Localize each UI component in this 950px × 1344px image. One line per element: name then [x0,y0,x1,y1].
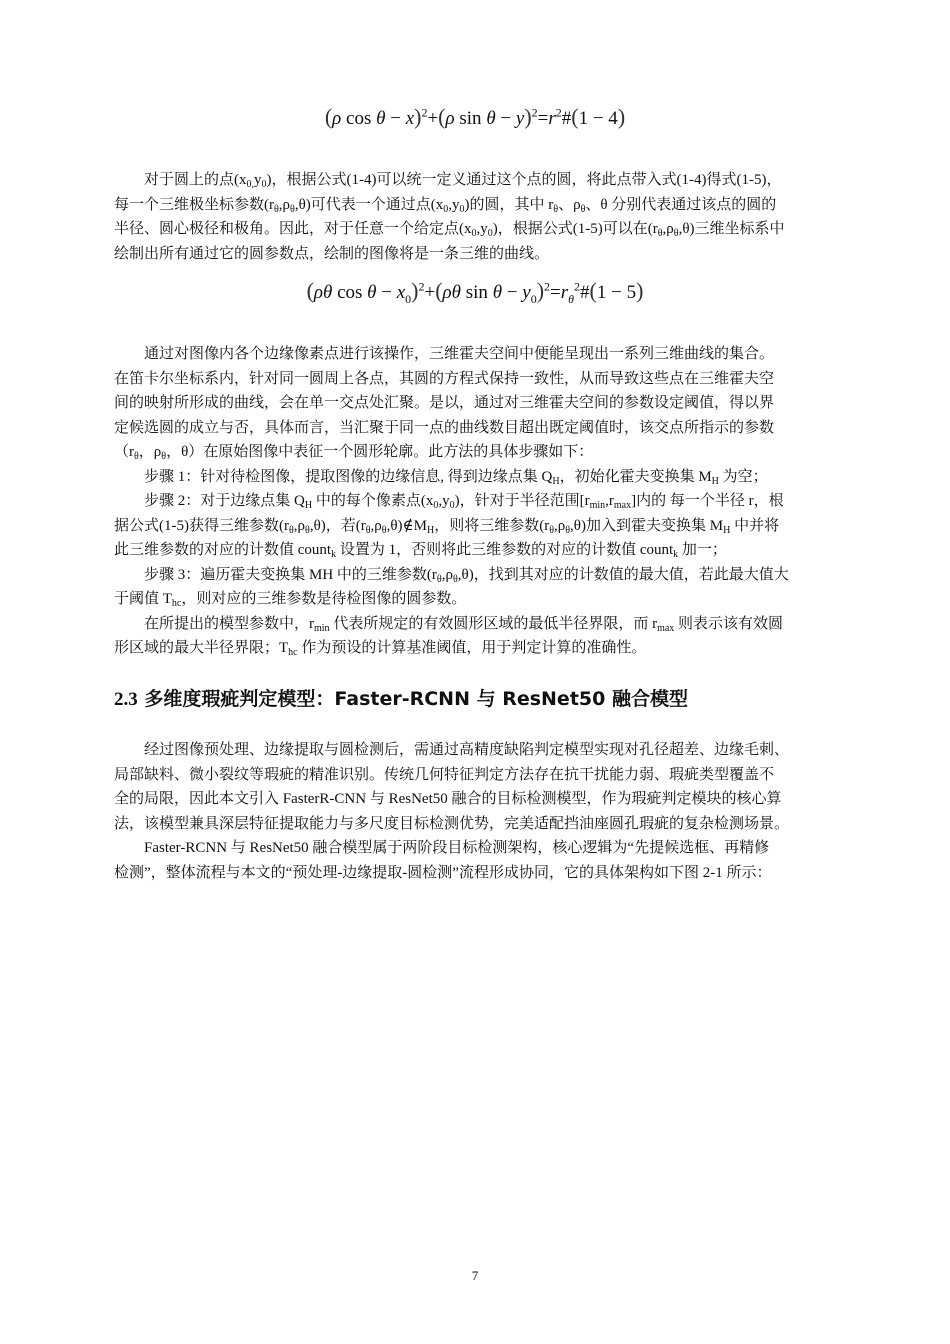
equation-1-5: (ρθ $\cos \theta - x_0)^2+(\rho\theta$ $\sin \theta - y_0)^2=r_\theta^2\#(1 - 5)$ [306,278,644,306]
paragraph-architecture: Faster-RCNN 与 ResNet50 融合模型属于两阶段目标检测架构，核心逻辑为“先提候选框、再精修 [144,840,770,856]
paragraph-model-params: 在所提出的模型参数中，$r_{min}$ 代表所规定的有效圆形区域的最低半径界限，而 $r_{max}$ 则表示该有效圆 [144,615,784,634]
section-heading [114,685,858,714]
equation-1-4: (ρ cos θ − x)$^2$+(ρ $\sin \theta - y)^2=r^2\#(1 - 4)$ [324,104,626,129]
section-number: 2.3 [114,689,138,710]
page-number: 7 [471,1268,479,1283]
section-title: 多维度瑕疵判定模型：Faster-RCNN 与 ResNet50 融合模型 [144,688,688,710]
paragraph-circle-point: 对于圆上的点$(x_{0,}y_0)$，根据公式(1-4)可以统一定义通过这个点的圆，将此点带入式(1-4)得式(1-5)， 每一个三维极坐标参数$(r_\theta,\rho_\theta,\theta)$可代表一个通过点$(x_0,y_0)$的圆，其中 $r_\theta$、$\rho_\theta$、θ 分别代表通过该点的圆的 半径、圆心极径和极角。因此，对于任意一个给定点$(x_0,y_0)$，根据公式(1-5)可以在$(r_\theta,\rho_\theta,\theta)$三维坐标系中 绘制出所有通过它的圆参数点，绘制的图像将是一条三维的曲线。 [114,172,785,262]
step-2: 步骤 2：对于边缘点集 $Q_H$ 中的每个像素点$(x_0,y_0)$，针对于半径范围$[r_{min},r_{max}]$内的 每一个半径 r，根 [144,493,784,511]
step-3: 步骤 3：遍历霍夫变换集 MH 中的三维参数$(r_\theta,\rho_\theta,\theta)$，找到其对应的计数值的最大值，若此最大值大 [144,566,789,585]
paragraph-hough-space: 通过对图像内各个边缘像素点进行该操作，三维霍夫空间中便能呈现出一系列三维曲线的集合。 在笛卡尔坐标系内，针对同一圆周上各点，其圆的方程式保持一致性，从而导致这些点在三维霍夫空 间的映射所形成的曲线，会在单一交点处汇聚。是以，通过对三维霍夫空间的参数设定阈值，得以界 定候选圆的成立与否，具体而言，当汇聚于同一点的曲线数目超出既定阈值时，该交点所指示的参数 （$r_\theta$，$\rho_\theta$，θ）在原始图像中表征一个圆形轮廓。此方法的具体步骤如下： 步骤 1：针对待检图像，提取图像的边缘信息, 得到边缘点集 $Q_H$，初始化霍夫变换集 $M_H$ 为空； 步骤 2：对于边缘点集 $Q_H$ 中的每个像素点$(x_0,y_0)$，针对于半径范围$[r_{min},r_{max}]$内的 每一个半径 r，根 据公式(1-5)获得三维参数$(r_\theta,\rho_\theta,\theta)$，若$(r_\theta,\rho_\theta,\theta)\notin M_H$，则将三维参数$(r_\theta,\rho_\theta,\theta)$加入到霍夫变换集 $M_H$ 中并将 此三维参数的对应的计数值 count$_k$ 设置为 1，否则将此三维参数的对应的计数值 count$_k$ 加一； 步骤 3：遍历霍夫变换集 MH 中的三维参数$(r_\theta,\rho_\theta,\theta)$，找到其对应的计数值的最大值，若此最大值大 于阈值 $T_{hc}$，则对应的三维参数是待检图像的圆参数。 在所提出的模型参数中，$r_{min}$ 代表所规定的有效圆形区域的最低半径界限，而 $r_{max}$ 则表示该有效圆 形区域的最大半径界限；$T_{hc}$ 作为预设的计算基准阈值，用于判定计算的准确性。 [114,342,858,661]
step-1: 步骤 1：针对待检图像，提取图像的边缘信息, 得到边缘点集 $Q_H$，初始化霍夫变换集 $M_H$ 为空； [144,468,768,487]
paragraph-defect-model: 经过图像预处理、边缘提取与圆检测后，需通过高精度缺陷判定模型实现对孔径超差、边缘毛刺、 局部缺料、微小裂纹等瑕疵的精准识别。传统几何特征判定方法存在抗干扰能力弱、瑕疵类型覆盖不 全的局限，因此本文引入 FasterR-CNN 与 ResNet50 融合的目标检测模型，作为瑕疵判定模块的核心算 法，该模型兼具深层特征提取能力与多尺度目标检测优势，完美适配挡油座圆孔瑕疵的复杂检测场景。 Faster-RCNN 与 ResNet50 融合模型属于两阶段目标检测架构，核心逻辑为“先提候选框、再精修 检测”，整体流程与本文的“预处理-边缘提取-圆检测”流程形成协同，它的具体架构如下图 2-1 所示： [114,738,858,885]
